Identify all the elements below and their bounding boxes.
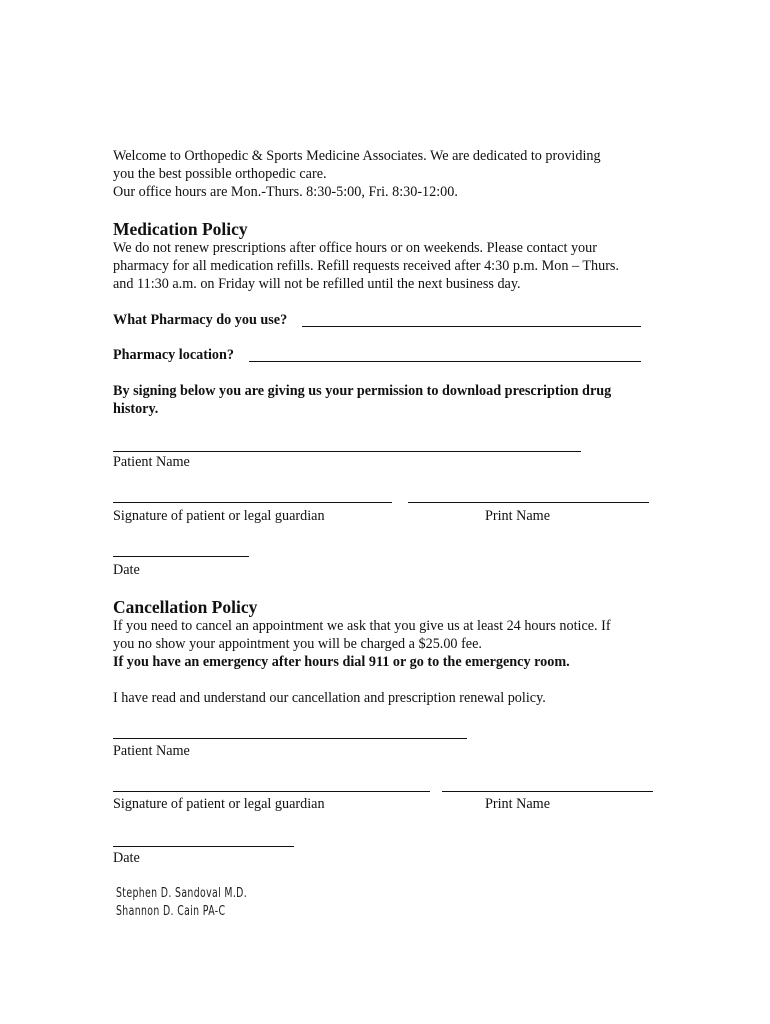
- cancellation-policy-heading: Cancellation Policy: [113, 597, 258, 617]
- signature-line-1[interactable]: [113, 502, 392, 503]
- date-label-1: Date: [113, 562, 140, 578]
- intro-line-1: Welcome to Orthopedic & Sports Medicine Associates. We are dedicated to providing: [113, 148, 601, 164]
- print-name-label-2: Print Name: [485, 796, 551, 812]
- cancellation-line-1: If you need to cancel an appointment we ask that you give us at least 24 hours notice. If: [113, 618, 611, 634]
- permission-line-1: By signing below you are giving us your permission to download prescription drug: [113, 383, 612, 399]
- print-name-line-1[interactable]: [408, 502, 649, 503]
- date-line-1[interactable]: [113, 556, 249, 557]
- signature-label-2: Signature of patient or legal guardian: [113, 796, 325, 812]
- pharmacy-location-label: Pharmacy location?: [113, 347, 234, 363]
- patient-name-label-1: Patient Name: [113, 454, 190, 470]
- print-name-line-2[interactable]: [442, 791, 653, 792]
- print-name-label-1: Print Name: [485, 508, 551, 524]
- date-label-2: Date: [113, 850, 140, 866]
- pharmacy-label: What Pharmacy do you use?: [113, 312, 288, 328]
- signature-line-2[interactable]: [113, 791, 430, 792]
- medication-line-3: and 11:30 a.m. on Friday will not be refilled until the next business day.: [113, 276, 521, 292]
- assistant-name: Shannon D. Cain PA-C: [116, 904, 226, 919]
- medication-line-2: pharmacy for all medication refills. Refill requests received after 4:30 p.m. Mon – Thurs.: [113, 258, 619, 274]
- cancellation-line-2: you no show your appointment you will be charged a $25.00 fee.: [113, 636, 482, 652]
- date-line-2[interactable]: [113, 846, 294, 847]
- medication-policy-heading: Medication Policy: [113, 219, 248, 239]
- emergency-notice: If you have an emergency after hours dial 911 or go to the emergency room.: [113, 654, 570, 670]
- permission-line-2: history.: [113, 401, 159, 417]
- patient-name-line-2[interactable]: [113, 738, 467, 739]
- acknowledgement: I have read and understand our cancellation and prescription renewal policy.: [113, 690, 546, 706]
- signature-label-1: Signature of patient or legal guardian: [113, 508, 325, 524]
- office-hours: Our office hours are Mon.-Thurs. 8:30-5:00, Fri. 8:30-12:00.: [113, 184, 458, 200]
- pharmacy-location-input-line[interactable]: [249, 361, 641, 362]
- intro-line-2: you the best possible orthopedic care.: [113, 166, 327, 182]
- doctor-name: Stephen D. Sandoval M.D.: [116, 886, 248, 901]
- pharmacy-input-line[interactable]: [302, 326, 641, 327]
- patient-name-line-1[interactable]: [113, 451, 581, 452]
- patient-name-label-2: Patient Name: [113, 743, 190, 759]
- medication-line-1: We do not renew prescriptions after office hours or on weekends. Please contact your: [113, 240, 597, 256]
